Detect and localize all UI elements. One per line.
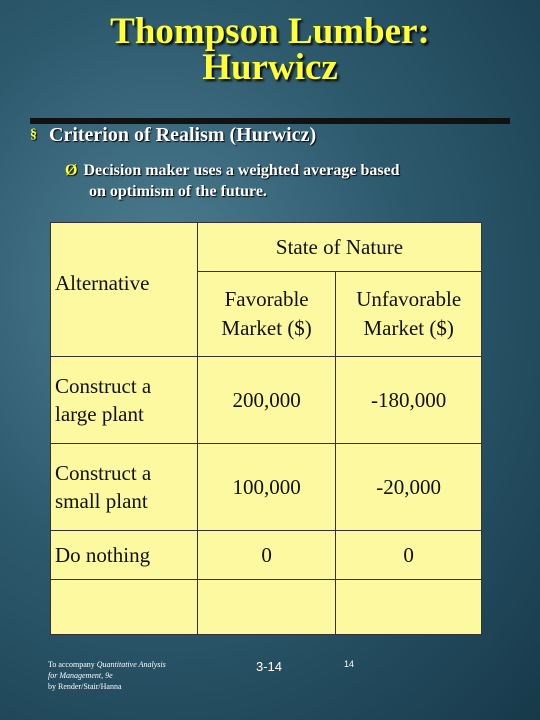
alternative-header-cell bbox=[51, 223, 198, 357]
favorable-header-line-1: Favorable bbox=[224, 287, 309, 311]
table-row bbox=[51, 531, 482, 580]
alternative-line-2: small plant bbox=[55, 489, 148, 513]
empty-cell bbox=[51, 580, 198, 635]
favorable-value: 100,000 bbox=[197, 444, 335, 531]
empty-cell bbox=[336, 580, 482, 635]
bullet-level-2 bbox=[65, 160, 495, 202]
alternative-cell bbox=[51, 531, 198, 580]
unfavorable-header-line-1: Unfavorable bbox=[356, 287, 462, 311]
favorable-header bbox=[197, 272, 335, 357]
payoff-table bbox=[50, 222, 482, 635]
title-line-2: Hurwicz bbox=[202, 47, 338, 88]
square-bullet-icon: § bbox=[30, 127, 37, 142]
empty-cell bbox=[197, 580, 335, 635]
unfavorable-value: -180,000 bbox=[336, 357, 482, 444]
bullet-level-1 bbox=[30, 124, 316, 147]
favorable-value: 0 bbox=[197, 531, 335, 580]
unfavorable-header-line-2: Market ($) bbox=[363, 316, 454, 340]
slide-title bbox=[0, 11, 540, 88]
unfavorable-header bbox=[336, 272, 482, 357]
alternative-line-1: Construct a bbox=[55, 461, 152, 485]
page-number: 3-14 bbox=[256, 659, 283, 674]
table-row bbox=[51, 580, 482, 635]
arrow-bullet-icon: Ø bbox=[65, 162, 78, 179]
bullet-level-1-text: Criterion of Realism (Hurwicz) bbox=[49, 124, 317, 146]
favorable-header-line-2: Market ($) bbox=[221, 316, 312, 340]
footer-line-3: by Render/Stair/Hanna bbox=[48, 682, 122, 691]
alternative-cell bbox=[51, 444, 198, 531]
bullet-level-2-line-2: on optimism of the future. bbox=[89, 183, 267, 200]
table-row bbox=[51, 444, 482, 531]
footer-line-1: To accompany bbox=[48, 660, 97, 669]
table-row bbox=[51, 357, 482, 444]
unfavorable-value: -20,000 bbox=[336, 444, 482, 531]
footer-citation bbox=[48, 659, 208, 692]
unfavorable-value: 0 bbox=[336, 531, 482, 580]
bullet-level-2-line-1: Decision maker uses a weighted average based bbox=[83, 162, 400, 179]
alternative-line-1: Do nothing bbox=[55, 542, 151, 567]
state-of-nature-header: State of Nature bbox=[197, 223, 481, 272]
title-line-1: Thompson Lumber: bbox=[110, 11, 430, 52]
alternative-line-1: Construct a bbox=[55, 374, 152, 398]
table-row bbox=[51, 223, 482, 272]
alternative-line-2: large plant bbox=[55, 402, 144, 426]
alternative-cell bbox=[51, 357, 198, 444]
footer-line-1-italic: Quantitative Analysis bbox=[96, 660, 166, 669]
favorable-value: 200,000 bbox=[197, 357, 335, 444]
footer-line-2: for Management, 9e bbox=[48, 671, 113, 680]
slide-number: 14 bbox=[344, 659, 355, 669]
alternative-header: Alternative bbox=[55, 271, 150, 295]
